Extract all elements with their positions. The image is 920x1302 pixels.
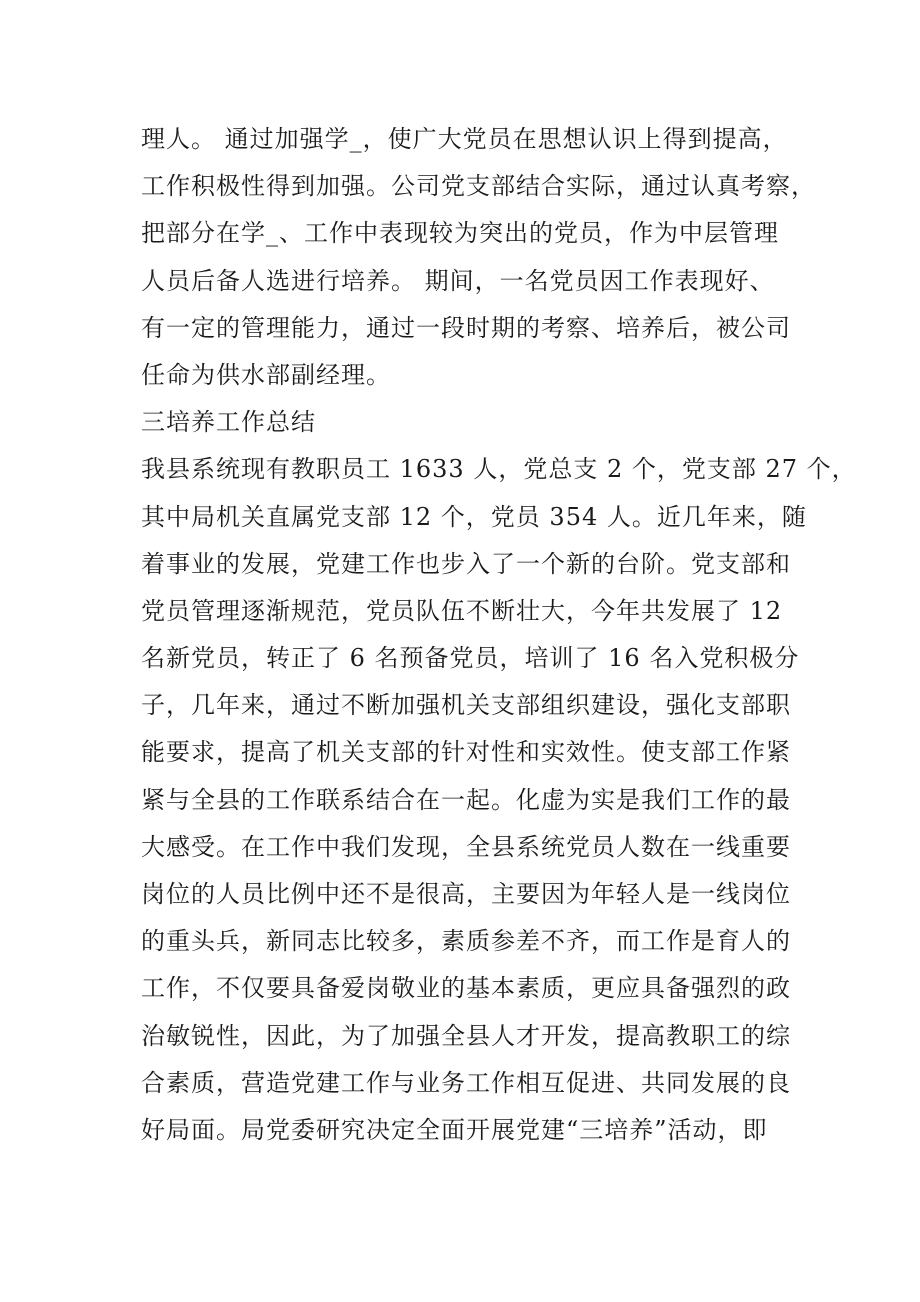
text-line: 名新党员，转正了 6 名预备党员，培训了 16 名入党积极分: [141, 644, 800, 673]
text-line: 子，几年来，通过不断加强机关支部组织建设，强化支部职: [141, 691, 791, 720]
text-line: 工作积极性得到加强。公司党支部结合实际，通过认真考察，: [141, 172, 816, 201]
text-line: 有一定的管理能力，通过一段时期的考察、培养后，被公司: [141, 313, 791, 342]
text-line: 理人。 通过加强学_，使广大党员在思想认识上得到提高，: [141, 125, 788, 153]
text-line: 岗位的人员比例中还不是很高，主要因为年轻人是一线岗位: [141, 880, 791, 908]
text-line: 把部分在学_、工作中表现较为突出的党员，作为中层管理: [141, 219, 779, 248]
text-line: 能要求，提高了机关支部的针对性和实效性。使支部工作紧: [141, 738, 791, 767]
text-line: 其中局机关直属党支部 12 个，党员 354 人。近几年来，随: [141, 502, 807, 531]
text-line: 大感受。在工作中我们发现，全县系统党员人数在一线重要: [141, 832, 791, 861]
text-line: 紧与全县的工作联系结合在一起。化虚为实是我们工作的最: [141, 785, 791, 814]
text-line: 任命为供水部副经理。: [141, 360, 391, 389]
text-line: 合素质，营造党建工作与业务工作相互促进、共同发展的良: [141, 1068, 791, 1097]
text-line: 我县系统现有教职员工 1633 人，党总支 2 个，党支部 27 个，: [141, 455, 857, 484]
text-line: 工作，不仅要具备爱岗敬业的基本素质，更应具备强烈的政: [141, 974, 791, 1003]
text-line: 的重头兵，新同志比较多，素质参差不齐，而工作是育人的: [141, 927, 791, 956]
text-line: 党员管理逐渐规范，党员队伍不断壮大，今年共发展了 12: [141, 596, 783, 625]
text-line: 着事业的发展，党建工作也步入了一个新的台阶。党支部和: [141, 549, 791, 578]
document-body: [141, 116, 857, 1154]
text-line: 人员后备人选进行培养。 期间，一名党员因工作表现好、: [141, 266, 775, 295]
section-heading: 三培养工作总结: [141, 408, 316, 437]
text-line: 治敏锐性，因此，为了加强全县人才开发，提高教职工的综: [141, 1021, 791, 1050]
text-line: 好局面。局党委研究决定全面开展党建“三培养”活动，即: [141, 1115, 768, 1144]
